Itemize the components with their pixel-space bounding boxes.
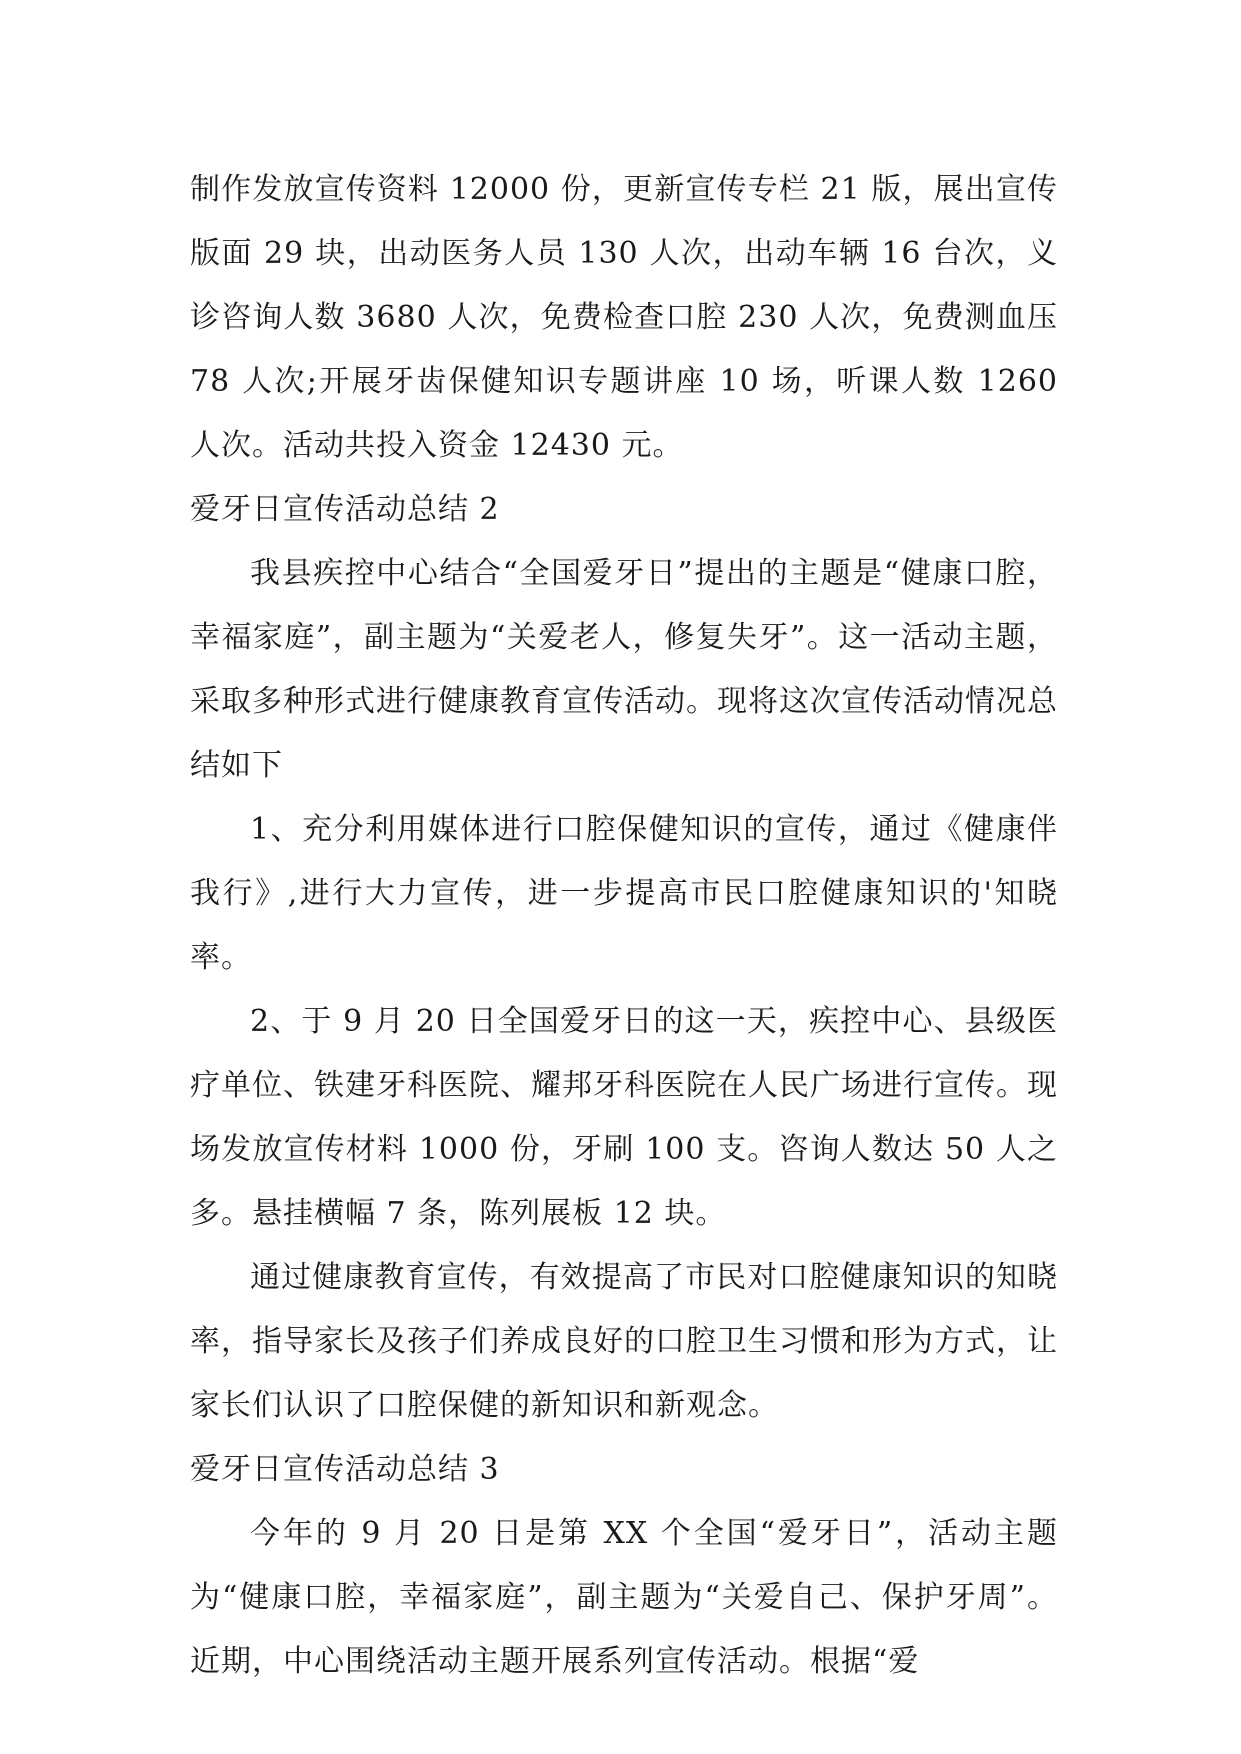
paragraph-3: 1、充分利用媒体进行口腔保健知识的宣传，通过《健康伴我行》,进行大力宣传，进一步提高市民口腔健康知识的'知晓率。 <box>190 812 1058 975</box>
document-body <box>190 158 1058 1694</box>
paragraph-5: 通过健康教育宣传，有效提高了市民对口腔健康知识的知晓率，指导家长及孩子们养成良好的口腔卫生习惯和形为方式，让家长们认识了口腔保健的新知识和新观念。 <box>190 1260 1058 1423</box>
section-heading-3: 爱牙日宣传活动总结 3 <box>190 1452 500 1487</box>
section-heading-2: 爱牙日宣传活动总结 2 <box>190 492 500 527</box>
paragraph-2: 我县疾控中心结合“全国爱牙日”提出的主题是“健康口腔，幸福家庭”，副主题为“关爱老人，修复失牙”。这一活动主题，采取多种形式进行健康教育宣传活动。现将这次宣传活动情况总结如下 <box>190 556 1058 783</box>
paragraph-6: 今年的 9 月 20 日是第 XX 个全国“爱牙日”，活动主题为“健康口腔，幸福家庭”，副主题为“关爱自己、保护牙周”。近期，中心围绕活动主题开展系列宣传活动。根据“爱 <box>190 1516 1058 1679</box>
paragraph-1: 制作发放宣传资料 12000 份，更新宣传专栏 21 版，展出宣传版面 29 块，出动医务人员 130 人次，出动车辆 16 台次，义诊咨询人数 3680 人次，免费检查口腔 230 人次，免费测血压 78 人次;开展牙齿保健知识专题讲座 10 场，听课人数 1260 人次。活动共投入资金 12430 元。 <box>190 172 1058 463</box>
paragraph-4: 2、于 9 月 20 日全国爱牙日的这一天，疾控中心、县级医疗单位、铁建牙科医院、耀邦牙科医院在人民广场进行宣传。现场发放宣传材料 1000 份，牙刷 100 支。咨询人数达 50 人之多。悬挂横幅 7 条，陈列展板 12 块。 <box>190 1004 1058 1231</box>
